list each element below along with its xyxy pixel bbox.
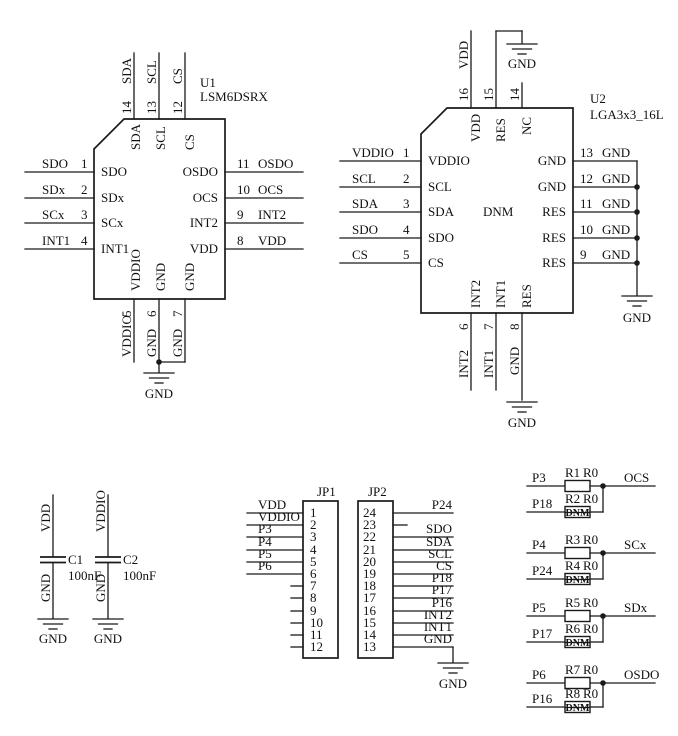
net-label: OSDO xyxy=(258,156,294,171)
jp2-block xyxy=(358,484,468,691)
net-label: GND xyxy=(38,573,53,602)
pin-number: 8 xyxy=(507,323,522,330)
pin-name: INT1 xyxy=(493,279,508,308)
pin-number: 15 xyxy=(363,615,376,630)
net-label: SDA xyxy=(352,196,379,211)
resistor-value: R0 xyxy=(583,465,599,480)
pin-number: 5 xyxy=(310,554,317,569)
net-label: CS xyxy=(352,247,368,262)
net-label: INT2 xyxy=(258,207,287,222)
pin-name: CS xyxy=(182,134,197,150)
resistor-value: R0 xyxy=(583,662,599,677)
ground-symbol xyxy=(507,44,537,54)
ground-symbol xyxy=(622,296,652,306)
pin-number: 22 xyxy=(363,529,376,544)
pin-number: 7 xyxy=(310,578,317,593)
net-label: OCS xyxy=(258,182,284,197)
resistor-body xyxy=(565,548,590,559)
pin-number: 7 xyxy=(481,323,496,330)
gnd-label: GND xyxy=(507,415,537,430)
ground-symbol xyxy=(93,619,123,629)
net-label: OSDO xyxy=(624,667,660,682)
net-label: GND xyxy=(602,171,631,186)
pin-number: 12 xyxy=(170,101,185,114)
u2-ref: U2 xyxy=(590,91,606,106)
net-label: OCS xyxy=(624,470,650,485)
pin-number: 3 xyxy=(81,207,88,222)
jp2-ref: JP2 xyxy=(368,484,387,499)
net-label: P4 xyxy=(258,534,272,549)
pin-name: VDD xyxy=(189,241,218,256)
net-label: P17 xyxy=(532,626,553,641)
pin-number: 2 xyxy=(403,171,410,186)
pin-number: 3 xyxy=(403,196,410,211)
pin-number: 20 xyxy=(363,554,376,569)
rnet-scx xyxy=(527,532,655,586)
net-label: VDDIO xyxy=(352,145,394,160)
net-label: GND xyxy=(602,247,631,262)
net-label: P16 xyxy=(431,595,452,610)
gnd-label: GND xyxy=(507,56,537,71)
net-label: INT1 xyxy=(423,619,452,634)
pin-number: 13 xyxy=(144,101,159,114)
net-label: CS xyxy=(170,68,185,84)
net-label: P3 xyxy=(258,521,272,536)
pin-number: 18 xyxy=(363,578,376,593)
pin-number: 10 xyxy=(237,182,250,197)
net-label: P24 xyxy=(431,497,452,512)
resistor-body xyxy=(565,481,590,492)
dnm-marker: DNM xyxy=(565,703,590,714)
resistor-value: R0 xyxy=(583,595,599,610)
net-label: VDDIO xyxy=(258,509,300,524)
resistor-ref: R6 xyxy=(565,621,581,636)
net-label: P5 xyxy=(258,546,272,561)
pin-number: 8 xyxy=(237,233,244,248)
pin-number: 11 xyxy=(237,156,250,171)
net-label: P18 xyxy=(532,496,553,511)
resistor-value: R0 xyxy=(583,558,599,573)
net-label: GND xyxy=(602,222,631,237)
junction-dot xyxy=(634,235,640,241)
net-label: INT2 xyxy=(423,607,452,622)
net-label: GND xyxy=(144,328,159,357)
net-label: VDD xyxy=(258,497,287,512)
resistor-ref: R3 xyxy=(565,532,581,547)
pin-number: 1 xyxy=(403,145,410,160)
pin-number: 10 xyxy=(580,222,593,237)
pin-number: 14 xyxy=(363,627,376,642)
net-label: SDA xyxy=(119,57,134,84)
junction-dot xyxy=(634,184,640,190)
resistor-ref: R1 xyxy=(565,465,581,480)
dnm-marker: DNM xyxy=(565,575,590,586)
resistor-value: R0 xyxy=(583,491,599,506)
pin-name: SDx xyxy=(101,190,125,205)
net-label: CS xyxy=(436,558,452,573)
pin-number: 7 xyxy=(170,310,185,317)
net-label: INT2 xyxy=(456,349,471,378)
net-label: P16 xyxy=(532,691,553,706)
pin-number: 21 xyxy=(363,542,376,557)
pin-name: SDO xyxy=(101,164,128,179)
junction-dot xyxy=(634,260,640,266)
pin-number: 17 xyxy=(363,590,376,605)
pin-name: SDA xyxy=(128,123,143,150)
pin-number: 12 xyxy=(310,639,323,654)
net-label: GND xyxy=(507,346,522,375)
pin-name: SDA xyxy=(428,204,455,219)
net-label: SCx xyxy=(42,207,65,222)
net-label: SDx xyxy=(624,600,648,615)
pin-number: 14 xyxy=(507,88,522,101)
pin-number: 23 xyxy=(363,517,376,532)
jp1-ref: JP1 xyxy=(317,484,336,499)
pin-number: 1 xyxy=(310,505,317,520)
cap-ref: C2 xyxy=(123,552,139,567)
pin-number: 5 xyxy=(119,310,134,317)
net-label: P3 xyxy=(532,470,546,485)
net-label: GND xyxy=(602,196,631,211)
gnd-label: GND xyxy=(38,631,68,646)
pin-name: OSDO xyxy=(182,164,218,179)
pin-number: 5 xyxy=(403,247,410,262)
ground-symbol xyxy=(38,619,68,629)
rnet-sdx xyxy=(527,595,655,649)
resistor-value: R0 xyxy=(583,686,599,701)
pin-number: 6 xyxy=(310,566,317,581)
dnm-marker: DNM xyxy=(565,508,590,519)
pin-number: 6 xyxy=(456,323,471,330)
pin-name: RES xyxy=(519,284,534,308)
net-label: SCx xyxy=(624,537,647,552)
pin-name: GND xyxy=(537,179,566,194)
net-label: INT1 xyxy=(481,349,496,378)
pin-number: 9 xyxy=(310,603,317,618)
pin-name: GND xyxy=(537,153,566,168)
resistor-ref: R2 xyxy=(565,491,581,506)
junction-dot xyxy=(634,209,640,215)
jp1-block xyxy=(247,484,338,658)
c2-block xyxy=(93,490,156,646)
ground-symbol xyxy=(144,373,174,383)
net-label: P17 xyxy=(431,582,452,597)
pin-name: RES xyxy=(542,255,566,270)
net-label: P5 xyxy=(532,600,546,615)
net-label: SDO xyxy=(352,222,379,237)
pin-number: 3 xyxy=(310,529,317,544)
pin-name: SCL xyxy=(428,179,452,194)
pin-name: VDDIO xyxy=(428,153,470,168)
ground-symbol xyxy=(438,663,468,673)
resistor-ref: R5 xyxy=(565,595,581,610)
u2-block xyxy=(340,31,664,430)
u1-ref: U1 xyxy=(200,75,216,90)
cap-value: 100nF xyxy=(123,568,157,583)
rnet-ocs xyxy=(527,465,655,519)
net-label: VDD xyxy=(38,503,53,532)
net-label: GND xyxy=(602,145,631,160)
pin-number: 6 xyxy=(144,310,159,317)
net-label: P4 xyxy=(532,537,546,552)
pin-number: 4 xyxy=(81,233,88,248)
net-label: SDA xyxy=(425,534,452,549)
net-label: SDO xyxy=(42,156,69,171)
pin-name: SCL xyxy=(153,126,168,150)
pin-number: 15 xyxy=(481,88,496,101)
pin-number: 24 xyxy=(363,505,376,520)
dnm-marker: DNM xyxy=(565,638,590,649)
rnet-osdo xyxy=(527,662,659,714)
gnd-label: GND xyxy=(438,676,468,691)
resistor-ref: R4 xyxy=(565,558,581,573)
resistor-value: R0 xyxy=(583,532,599,547)
net-label: SCL xyxy=(352,171,376,186)
gnd-label: GND xyxy=(93,631,123,646)
pin-number: 10 xyxy=(310,615,323,630)
net-label: SCL xyxy=(144,60,159,84)
pin-number: 16 xyxy=(363,603,376,618)
pin-name: INT2 xyxy=(468,279,483,308)
pin-number: 9 xyxy=(237,207,244,222)
u2-part: LGA3x3_16L xyxy=(590,107,664,122)
pin-number: 11 xyxy=(310,627,323,642)
net-label: INT1 xyxy=(42,233,71,248)
pin-name: OCS xyxy=(192,190,218,205)
net-label: GND xyxy=(423,631,452,646)
pin-number: 13 xyxy=(580,145,593,160)
net-label: SDO xyxy=(425,521,452,536)
pin-name: VDDIO xyxy=(128,249,143,291)
net-label: P18 xyxy=(431,570,452,585)
net-label: P24 xyxy=(532,563,553,578)
pin-number: 12 xyxy=(580,171,593,186)
net-label: GND xyxy=(93,573,108,602)
u1-part: LSM6DSRX xyxy=(200,89,268,104)
net-label: VDD xyxy=(258,233,287,248)
pin-number: 2 xyxy=(81,182,88,197)
pin-name: NC xyxy=(519,116,534,135)
resistor-body xyxy=(565,611,590,622)
pin-number: 1 xyxy=(81,156,88,171)
pin-name: SDO xyxy=(428,230,455,245)
net-label: P6 xyxy=(532,667,546,682)
pin-number: 9 xyxy=(580,247,587,262)
pin-name: GND xyxy=(182,262,197,291)
resistor-ref: R7 xyxy=(565,662,581,677)
net-label: P6 xyxy=(258,558,272,573)
u2-dnm-label: DNM xyxy=(483,204,514,219)
gnd-label: GND xyxy=(144,386,174,401)
pin-number: 4 xyxy=(403,222,410,237)
net-label: VDDIO xyxy=(119,315,134,357)
pin-name: RES xyxy=(493,118,508,142)
pin-number: 16 xyxy=(456,88,471,101)
u1-block xyxy=(25,53,303,401)
cap-value: 100nF xyxy=(68,568,102,583)
resistor-ref: R8 xyxy=(565,686,581,701)
pin-name: VDD xyxy=(468,113,483,142)
pin-name: INT1 xyxy=(101,241,130,256)
pin-name: RES xyxy=(542,230,566,245)
pin-number: 14 xyxy=(119,101,134,114)
pin-name: SCx xyxy=(101,215,124,230)
pin-number: 2 xyxy=(310,517,317,532)
cap-ref: C1 xyxy=(68,552,84,567)
gnd-label: GND xyxy=(622,310,652,325)
net-label: VDDIO xyxy=(93,490,108,532)
pin-name: GND xyxy=(153,262,168,291)
pin-name: CS xyxy=(428,255,444,270)
resistor-value: R0 xyxy=(583,621,599,636)
pin-number: 8 xyxy=(310,590,317,605)
pin-name: RES xyxy=(542,204,566,219)
pin-number: 11 xyxy=(580,196,593,211)
pin-name: INT2 xyxy=(189,215,218,230)
ground-symbol xyxy=(507,402,537,412)
net-label: SCL xyxy=(428,546,452,561)
c1-block xyxy=(38,495,101,646)
net-label: VDD xyxy=(456,40,471,69)
net-label: GND xyxy=(170,328,185,357)
net-label: SDx xyxy=(42,182,66,197)
pin-number: 19 xyxy=(363,566,376,581)
pin-number: 4 xyxy=(310,542,317,557)
pin-number: 13 xyxy=(363,639,376,654)
